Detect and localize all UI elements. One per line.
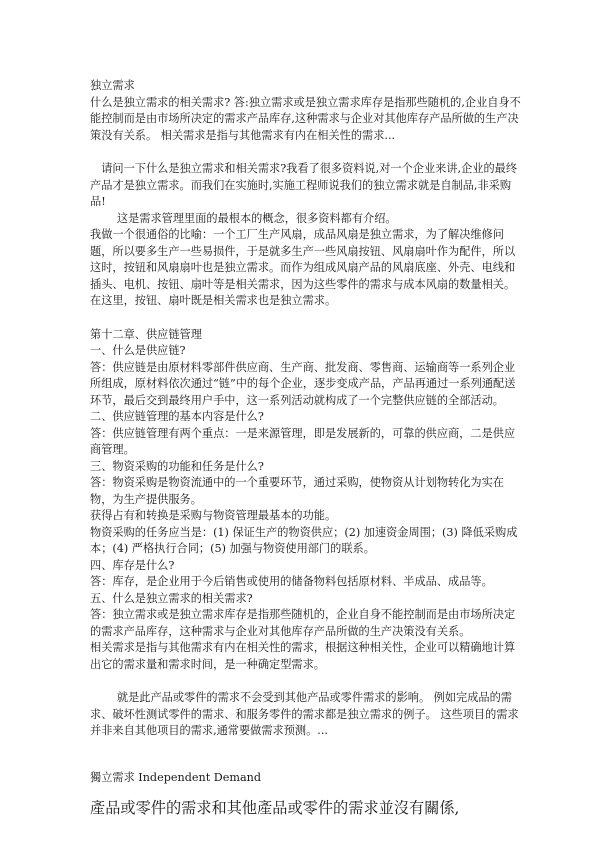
spacer	[90, 673, 522, 690]
chapter12-q1: 一、什么是供应链?	[90, 344, 186, 357]
chapter12-a3c: 物资采购的任务应当是：(1) 保证生产的物资供应；(2) 加速资金周围；(3) 降低采购成本；(4) 严格执行合同；(5) 加强与物资使用部门的联系。	[90, 525, 518, 555]
chapter12-q2: 二、供应链管理的基本内容是什么?	[90, 410, 264, 423]
spacer	[90, 144, 522, 161]
section1-intro: 什么是独立需求的相关需求? 答:独立需求或是独立需求库存是指那些随机的,企业自身不能控制而是由市场所决定的需求产品库存,这种需求与企业对其他库存产品所做的生产决策没有关系。 相关需求是指与其他需求有内在相关性的需求...	[90, 95, 521, 142]
chapter12-title: 第十二章、供应链管理	[90, 327, 202, 341]
section1-title: 独立需求	[90, 79, 135, 92]
chapter12-a3b: 获得占有和转换是采购与物资管理最基本的功能。	[90, 509, 337, 522]
chapter12-q4: 四、库存是什么?	[90, 558, 175, 572]
chapter12-q5: 五、什么是独立需求的相关需求?	[90, 591, 253, 605]
section1-conclusion: 在这里，按钮、扇叶既是相关需求也是独立需求。	[90, 294, 337, 307]
chapter12-a3: 答：物资采购是物资流通中的一个重要环节，通过采购，使物资从计划物转化为实在物，为生产提供服务。	[90, 476, 504, 506]
chapter12-q3: 三、物资采购的功能和任务是什么?	[90, 459, 264, 473]
document-page	[90, 78, 522, 818]
chapter12-a4: 答：库存，是企业用于今后销售或使用的储备物料包括原材料、半成品、成品等。	[90, 575, 493, 588]
chapter12-a5: 答：独立需求或是独立需求库存是指那些随机的，企业自身不能控制而是由市场所决定的需求产品库存，这种需求与企业对其他库存产品所做的生产决策没有关系。	[90, 608, 516, 638]
chapter12-a5b: 相关需求是指与其他需求有内在相关性的需求，根据这种相关性，企业可以精确地计算出它的需求量和需求时间，是一种确定型需求。	[90, 641, 516, 671]
spacer	[90, 740, 522, 770]
spacer	[90, 310, 522, 327]
chapter12-a1: 答：供应链是由原材料零部件供应商、生产商、批发商、零售商、运输商等一系列企业所组成，原材料依次通过“链”中的每个企业，逐步变成产品，产品再通过一系列通配送环节，最后交到最终用户手中，这一系列活动就构成了一个完整供应链的全部活动。	[90, 360, 516, 407]
chapter12-closing: 就是此产品或零件的需求不会受到其他产品或零件需求的影响。 例如完成品的需求、破坏性测试零件的需求、和服务零件的需求都是独立需求的例子。 这些项目的需求并非来自其他项目的需求,通常要做需求预测。...	[90, 691, 519, 737]
chapter12-a2: 答：供应链管理有两个重点：一是来源管理，即是发展新的，可靠的供应商，二是供应商管理。	[90, 426, 516, 456]
section1-question: 请问一下什么是独立需求和相关需求?我看了很多资料说,对一个企业来讲,企业的最终产品才是独立需求。而我们在实施时,实施工程师说我们的独立需求就是自制品,非采购品!	[90, 162, 518, 208]
section1-example: 我做一个很通俗的比喻：一个工厂生产风扇，成品风扇是独立需求，为了解决维修问题，所以要多生产一些易损件，于是就多生产一些风扇按钮、风扇扇叶作为配件，所以这时，按钮和风扇扇叶也是独立需求。而作为组成风扇产品的风扇底座、外壳、电线和插头、电机、按钮、扇叶等是相关需求，因为这些零件的需求与成本风扇的数量相关。	[90, 228, 516, 291]
section1-basic: 这是需求管理里面的最根本的概念，很多资料都有介绍。	[116, 211, 397, 225]
section3-title: 獨立需求 Independent Demand	[90, 770, 261, 784]
section3-definition: 產品或零件的需求和其他產品或零件的需求並沒有關係,	[90, 798, 460, 817]
